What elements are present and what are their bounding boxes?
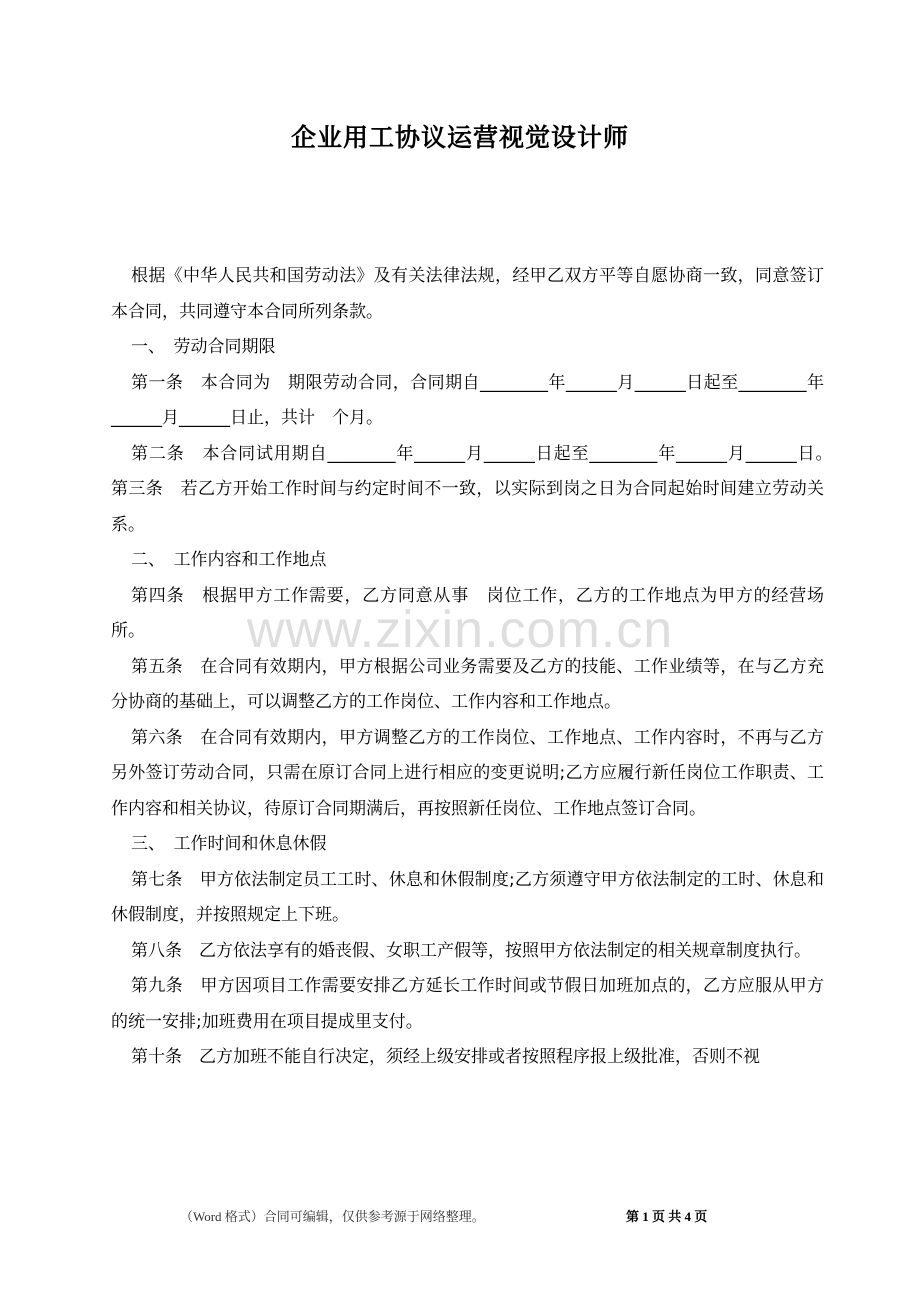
section-heading: 三、 工作时间和休息休假 xyxy=(131,834,327,854)
section-heading: 一、 劳动合同期限 xyxy=(131,337,276,357)
document-body xyxy=(111,259,841,1076)
section-heading: 二、 工作内容和工作地点 xyxy=(131,550,327,570)
watermark: www.zixin.com.cn xyxy=(246,601,674,659)
paragraph: 第一条 本合同为 期限劳动合同，合同期自________年______月______日起至________年______月______日止，共计 个月。 xyxy=(111,372,824,428)
paragraph: 第十条 乙方加班不能自行决定，须经上级安排或者按照程序报上级批准，否则不视 xyxy=(131,1047,760,1067)
paragraph: 第七条 甲方依法制定员工工时、休息和休假制度;乙方须遵守甲方依法制定的工时、休息和休假制度，并按照规定上下班。 xyxy=(111,869,824,925)
document-title: 企业用工协议运营视觉设计师 xyxy=(290,123,629,152)
paragraph: 第五条 在合同有效期内，甲方根据公司业务需要及乙方的技能、工作业绩等，在与乙方充分协商的基础上，可以调整乙方的工作岗位、工作内容和工作地点。 xyxy=(111,656,824,712)
paragraph: 第九条 甲方因项目工作需要安排乙方延长工作时间或节假日加班加点的，乙方应服从甲方的统一安排;加班费用在项目提成里支付。 xyxy=(111,976,824,1032)
footer-note: （Word 格式）合同可编辑，仅供参考源于网络整理。 xyxy=(180,1209,485,1224)
paragraph: 根据《中华人民共和国劳动法》及有关法律法规，经甲乙双方平等自愿协商一致，同意签订本合同，共同遵守本合同所列条款。 xyxy=(111,266,824,322)
paragraph: 第八条 乙方依法享有的婚丧假、女职工产假等，按照甲方依法制定的相关规章制度执行。 xyxy=(131,940,811,961)
paragraph: 第四条 根据甲方工作需要，乙方同意从事 岗位工作，乙方的工作地点为甲方的经营场所。 xyxy=(111,585,824,641)
page-number: 第 1 页 共 4 页 xyxy=(626,1209,708,1224)
paragraph: 第二条 本合同试用期自________年______月______日起至________年______月______日。 第三条 若乙方开始工作时间与约定时间不一致，以实际到岗之日为合同起始时间建立劳动关系。 xyxy=(111,443,841,535)
paragraph: 第六条 在合同有效期内，甲方调整乙方的工作岗位、工作地点、工作内容时，不再与乙方另外签订劳动合同，只需在原订合同上进行相应的变更说明;乙方应履行新任岗位工作职责、工作内容和相关协议，待原订合同期满后，再按照新任岗位、工作地点签订合同。 xyxy=(111,727,824,819)
